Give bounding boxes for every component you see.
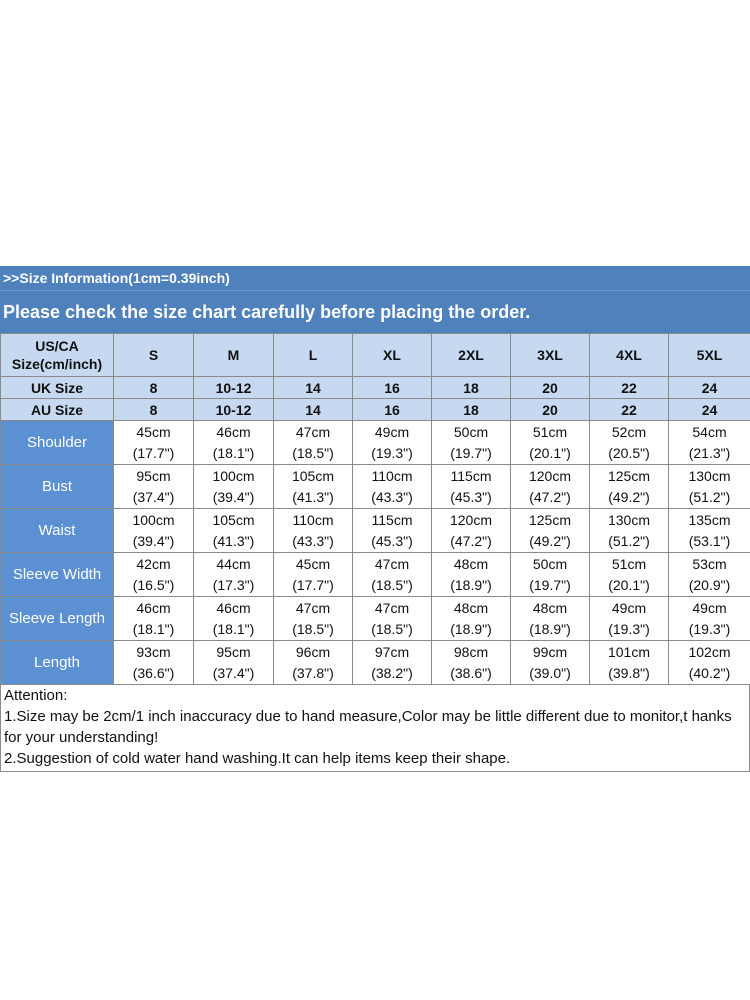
measurement-cell (590, 553, 669, 597)
measurement-row (1, 597, 750, 641)
uk-size-cell: 14 (274, 377, 353, 399)
cm-value: 97cm (374, 643, 410, 660)
size-header-cell: M (194, 334, 274, 377)
cm-value: 105cm (291, 467, 335, 484)
cm-value: 44cm (216, 555, 251, 572)
inch-value: (51.2") (608, 532, 650, 549)
size-info-banner (0, 266, 750, 333)
inch-value: (19.3") (608, 620, 650, 637)
measurement-cell (590, 597, 669, 641)
au-size-cell: 20 (511, 399, 590, 421)
size-header-cell: XL (353, 334, 432, 377)
cm-value: 100cm (132, 511, 175, 528)
inch-value: (47.2") (450, 532, 492, 549)
measurement-row (1, 465, 750, 509)
inch-value: (39.4") (132, 532, 175, 549)
measurement-cell (114, 465, 194, 509)
inch-value: (49.2") (608, 488, 650, 505)
au-size-cell: 24 (669, 399, 750, 421)
measurement-cell (511, 553, 590, 597)
cm-value: 96cm (295, 643, 331, 660)
cm-value: 125cm (607, 467, 651, 484)
inch-value: (18.1") (132, 620, 175, 637)
measurement-cell (353, 641, 432, 685)
measurement-cell (511, 421, 590, 465)
cm-value: 46cm (136, 599, 171, 616)
size-header-cell: L (274, 334, 353, 377)
uk-size-cell: 8 (114, 377, 194, 399)
inch-value: (17.3") (212, 576, 255, 593)
size-header-cell: 2XL (432, 334, 511, 377)
measurement-cell (114, 597, 194, 641)
cm-value: 130cm (607, 511, 651, 528)
measurement-cell (590, 509, 669, 553)
au-size-cell: 22 (590, 399, 669, 421)
cm-value: 95cm (216, 643, 251, 660)
inch-value: (43.3") (371, 488, 413, 505)
size-header-cell: S (114, 334, 194, 377)
uk-size-cell: 18 (432, 377, 511, 399)
inch-value: (45.3") (450, 488, 492, 505)
cm-value: 120cm (528, 467, 572, 484)
attention-item-1: 1.Size may be 2cm/1 inch inaccuracy due to hand measure,Color may be little different due to monitor,t hanks for your understanding! (4, 708, 732, 746)
inch-value: (18.1") (212, 444, 255, 461)
size-info-subtitle: Please check the size chart carefully before placing the order. (0, 290, 750, 333)
cm-value: 48cm (453, 599, 489, 616)
cm-value: 50cm (532, 555, 568, 572)
measurement-label: Shoulder (1, 421, 114, 465)
cm-value: 49cm (692, 599, 727, 616)
cm-value: 45cm (295, 555, 331, 572)
cm-value: 135cm (688, 511, 731, 528)
attention-notes (0, 685, 750, 772)
size-chart (0, 266, 750, 772)
attention-title: Attention: (4, 687, 68, 704)
measurement-cell (669, 641, 750, 685)
corner-label (1, 334, 114, 377)
inch-value: (20.1") (529, 444, 571, 461)
inch-value: (19.3") (371, 444, 413, 461)
measurement-cell (590, 421, 669, 465)
inch-value: (51.2") (688, 488, 731, 505)
inch-value: (20.9") (688, 576, 731, 593)
inch-value: (39.0") (529, 664, 571, 681)
inch-value: (18.9") (450, 620, 492, 637)
measurement-cell (669, 465, 750, 509)
cm-value: 102cm (688, 643, 731, 660)
measurement-cell (274, 509, 353, 553)
cm-value: 52cm (611, 423, 647, 440)
inch-value: (38.2") (371, 664, 413, 681)
measurement-cell (669, 553, 750, 597)
cm-value: 54cm (692, 423, 727, 440)
cm-value: 120cm (449, 511, 493, 528)
cm-value: 110cm (371, 467, 413, 484)
measurement-cell (669, 509, 750, 553)
measurement-row (1, 509, 750, 553)
inch-value: (17.7") (132, 444, 175, 461)
au-size-cell: 18 (432, 399, 511, 421)
inch-value: (18.5") (371, 620, 413, 637)
size-header-cell: 4XL (590, 334, 669, 377)
cm-value: 99cm (532, 643, 568, 660)
uk-size-cell: 16 (353, 377, 432, 399)
cm-value: 46cm (216, 599, 251, 616)
measurement-cell (432, 509, 511, 553)
cm-value: 53cm (692, 555, 727, 572)
measurement-cell (274, 465, 353, 509)
measurement-cell (432, 465, 511, 509)
measurement-cell (114, 641, 194, 685)
measurement-cell (511, 597, 590, 641)
cm-value: 46cm (216, 423, 251, 440)
measurement-cell (194, 597, 274, 641)
cm-value: 42cm (136, 555, 171, 572)
inch-value: (21.3") (688, 444, 731, 461)
cm-value: 130cm (688, 467, 731, 484)
measurement-cell (274, 641, 353, 685)
measurement-label: Sleeve Width (1, 553, 114, 597)
measurement-cell (194, 421, 274, 465)
inch-value: (47.2") (529, 488, 571, 505)
measurement-cell (669, 597, 750, 641)
inch-value: (18.5") (292, 444, 334, 461)
cm-value: 95cm (136, 467, 171, 484)
inch-value: (18.9") (450, 576, 492, 593)
measurement-cell (114, 509, 194, 553)
inch-value: (17.7") (292, 576, 334, 593)
inch-value: (37.4") (212, 664, 255, 681)
au-size-cell: 16 (353, 399, 432, 421)
corner-line-2: Size(cm/inch) (11, 356, 103, 372)
cm-value: 101cm (607, 643, 651, 660)
au-size-label: AU Size (1, 399, 114, 421)
inch-value: (18.5") (371, 576, 413, 593)
size-header-row (1, 334, 750, 377)
cm-value: 115cm (450, 467, 492, 484)
measurement-label: Sleeve Length (1, 597, 114, 641)
cm-value: 100cm (212, 467, 255, 484)
inch-value: (39.4") (212, 488, 255, 505)
inch-value: (45.3") (371, 532, 413, 549)
inch-value: (18.9") (529, 620, 571, 637)
au-size-cell: 14 (274, 399, 353, 421)
uk-size-cell: 20 (511, 377, 590, 399)
inch-value: (43.3") (292, 532, 334, 549)
measurement-cell (511, 465, 590, 509)
uk-size-label: UK Size (1, 377, 114, 399)
inch-value: (19.7") (529, 576, 571, 593)
measurement-cell (353, 597, 432, 641)
measurement-cell (353, 553, 432, 597)
cm-value: 51cm (611, 555, 647, 572)
measurement-label: Waist (1, 509, 114, 553)
inch-value: (19.7") (450, 444, 492, 461)
measurement-cell (194, 553, 274, 597)
inch-value: (16.5") (132, 576, 175, 593)
measurement-cell (353, 509, 432, 553)
measurement-cell (353, 465, 432, 509)
size-header-cell: 3XL (511, 334, 590, 377)
measurement-cell (432, 421, 511, 465)
measurement-cell (114, 421, 194, 465)
measurement-cell (114, 553, 194, 597)
inch-value: (38.6") (450, 664, 492, 681)
inch-value: (20.1") (608, 576, 650, 593)
inch-value: (20.5") (608, 444, 650, 461)
cm-value: 47cm (295, 599, 331, 616)
inch-value: (18.5") (292, 620, 334, 637)
measurement-cell (274, 597, 353, 641)
size-header-cell: 5XL (669, 334, 750, 377)
measurement-row (1, 641, 750, 685)
au-size-cell: 10-12 (194, 399, 274, 421)
cm-value: 115cm (371, 511, 413, 528)
cm-value: 98cm (453, 643, 489, 660)
inch-value: (41.3") (212, 532, 255, 549)
corner-line-1: US/CA (35, 338, 79, 354)
uk-size-row (1, 377, 750, 399)
cm-value: 110cm (292, 511, 334, 528)
measurement-cell (511, 509, 590, 553)
inch-value: (37.4") (132, 488, 175, 505)
cm-value: 49cm (374, 423, 410, 440)
measurement-cell (274, 421, 353, 465)
inch-value: (49.2") (529, 532, 571, 549)
measurement-row (1, 421, 750, 465)
measurement-cell (194, 509, 274, 553)
uk-size-cell: 10-12 (194, 377, 274, 399)
measurement-cell (194, 641, 274, 685)
measurement-cell (274, 553, 353, 597)
cm-value: 48cm (453, 555, 489, 572)
inch-value: (39.8") (608, 664, 650, 681)
inch-value: (41.3") (292, 488, 334, 505)
cm-value: 49cm (611, 599, 647, 616)
cm-value: 45cm (136, 423, 171, 440)
cm-value: 50cm (453, 423, 489, 440)
measurement-cell (432, 641, 511, 685)
cm-value: 125cm (528, 511, 572, 528)
measurement-row (1, 553, 750, 597)
inch-value: (19.3") (688, 620, 731, 637)
measurement-cell (511, 641, 590, 685)
cm-value: 48cm (532, 599, 568, 616)
cm-value: 47cm (374, 599, 410, 616)
uk-size-cell: 22 (590, 377, 669, 399)
cm-value: 47cm (295, 423, 331, 440)
measurement-cell (353, 421, 432, 465)
inch-value: (53.1") (688, 532, 731, 549)
au-size-cell: 8 (114, 399, 194, 421)
inch-value: (40.2") (688, 664, 731, 681)
inch-value: (37.8") (292, 664, 334, 681)
au-size-row (1, 399, 750, 421)
measurement-label: Bust (1, 465, 114, 509)
uk-size-cell: 24 (669, 377, 750, 399)
measurement-cell (194, 465, 274, 509)
size-info-title: >>Size Information(1cm=0.39inch) (3, 270, 230, 286)
measurement-cell (432, 597, 511, 641)
cm-value: 105cm (212, 511, 255, 528)
size-table (0, 333, 750, 685)
inch-value: (36.6") (132, 664, 175, 681)
inch-value: (18.1") (212, 620, 255, 637)
attention-item-2: 2.Suggestion of cold water hand washing.It can help items keep their shape. (4, 750, 511, 767)
cm-value: 51cm (532, 423, 568, 440)
measurement-cell (669, 421, 750, 465)
measurement-cell (590, 465, 669, 509)
cm-value: 47cm (374, 555, 410, 572)
measurement-label: Length (1, 641, 114, 685)
measurement-cell (590, 641, 669, 685)
measurement-cell (432, 553, 511, 597)
cm-value: 93cm (136, 643, 171, 660)
